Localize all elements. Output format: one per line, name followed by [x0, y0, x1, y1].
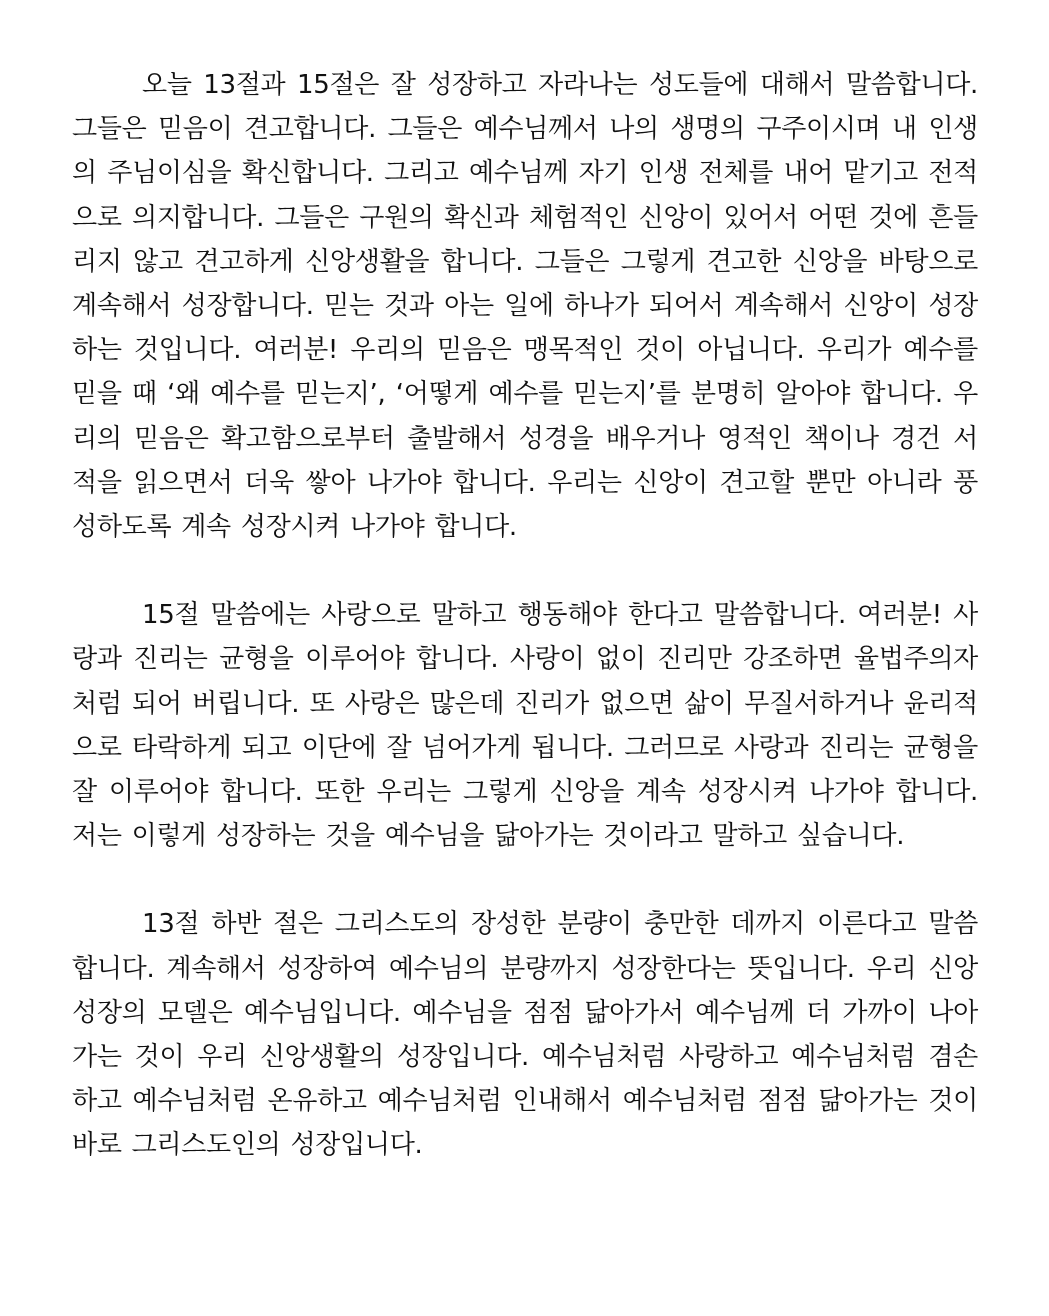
paragraph-gap — [72, 858, 978, 902]
paragraph-2: 15절 말씀에는 사랑으로 말하고 행동해야 한다고 말씀합니다. 여러분! 사랑과 진리는 균형을 이루어야 합니다. 사랑이 없이 진리만 강조하면 율법주의자처럼 되어 버립니다. 또 사랑은 많은데 진리가 없으면 삶이 무질서하거나 윤리적으로 타락하게 되고 이단에 잘 넘어가게 됩니다. 그러므로 사랑과 진리는 균형을 잘 이루어야 합니다. 또한 우리는 그렇게 신앙을 계속 성장시켜 나가야 합니다. 저는 이렇게 성장하는 것을 예수님을 닮아가는 것이라고 말하고 싶습니다. — [72, 600, 978, 852]
paragraph-1: 오늘 13절과 15절은 잘 성장하고 자라나는 성도들에 대해서 말씀합니다. 그들은 믿음이 견고합니다. 그들은 예수님께서 나의 생명의 구주이시며 내 인생의 주님이심을 확신합니다. 그리고 예수님께 자기 인생 전체를 내어 맡기고 전적으로 의지합니다. 그들은 구원의 확신과 체험적인 신앙이 있어서 어떤 것에 흔들리지 않고 견고하게 신앙생활을 합니다. 그들은 그렇게 견고한 신앙을 바탕으로 계속해서 성장합니다. 믿는 것과 아는 일에 하나가 되어서 계속해서 신앙이 성장하는 것입니다. 여러분! 우리의 믿음은 맹목적인 것이 아닙니다. 우리가 예수를 믿을 때 ‘왜 예수를 믿는지’, ‘어떻게 예수를 믿는지’를 분명히 알아야 합니다. 우리의 믿음은 확고함으로부터 출발해서 성경을 배우거나 영적인 책이나 경건 서적을 읽으면서 더욱 쌓아 나가야 합니다. 우리는 신앙이 견고할 뿐만 아니라 풍성하도록 계속 성장시켜 나가야 합니다. — [72, 70, 978, 543]
paragraph-gap — [72, 549, 978, 593]
paragraph-3: 13절 하반 절은 그리스도의 장성한 분량이 충만한 데까지 이른다고 말씀합니다. 계속해서 성장하여 예수님의 분량까지 성장한다는 뜻입니다. 우리 신앙성장의 모델은 예수님입니다. 예수님을 점점 닮아가서 예수님께 더 가까이 나아가는 것이 우리 신앙생활의 성장입니다. 예수님처럼 사랑하고 예수님처럼 겸손하고 예수님처럼 온유하고 예수님처럼 인내해서 예수님처럼 점점 닮아가는 것이 바로 그리스도인의 성장입니다. — [72, 909, 978, 1161]
document-page — [72, 63, 978, 1168]
